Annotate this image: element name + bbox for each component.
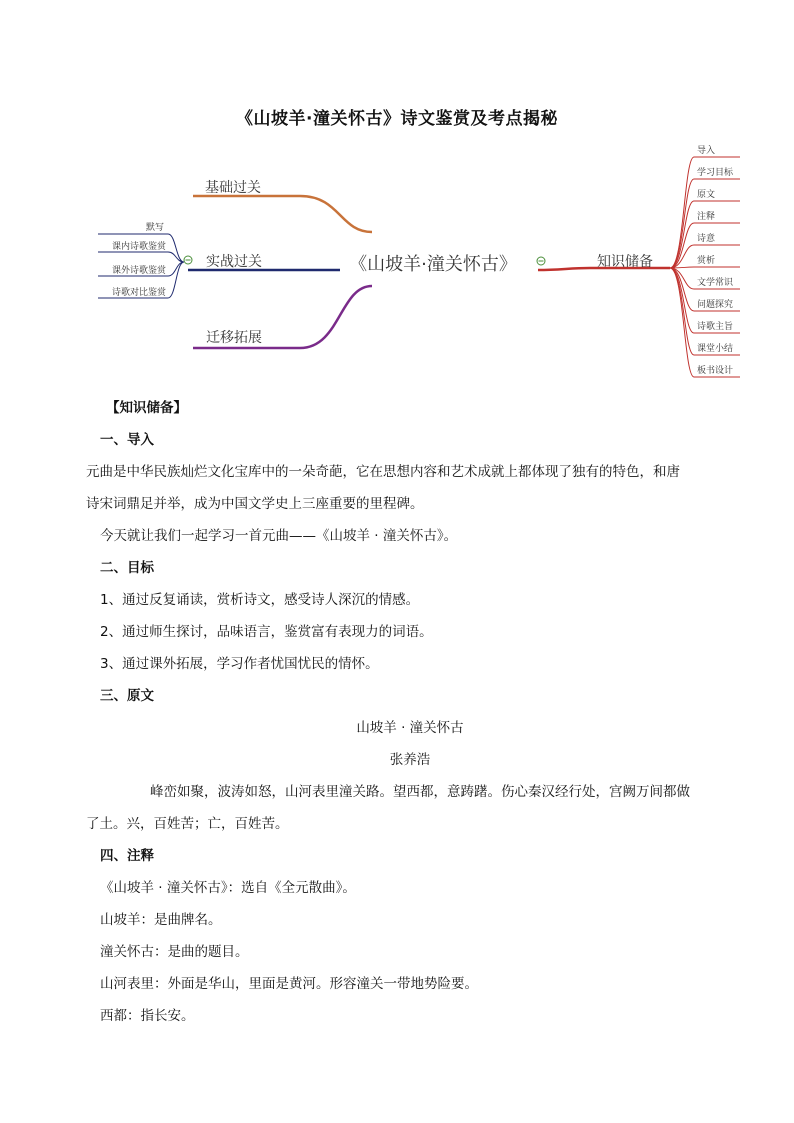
document-body xyxy=(86,392,720,1032)
right-sub-item: 文学常识 xyxy=(697,278,734,288)
branch-label-top: 基础过关 xyxy=(205,180,261,196)
note-item: 西都：指长安。 xyxy=(100,1008,195,1024)
right-sub-item: 注释 xyxy=(697,212,716,222)
paragraph: 元曲是中华民族灿烂文化宝库中的一朵奇葩，它在思想内容和艺术成就上都体现了独有的特色，和唐 xyxy=(86,464,680,480)
heading-intro: 一、导入 xyxy=(100,432,154,448)
poem-author: 张养浩 xyxy=(389,752,431,768)
goal-item: 2、通过师生探讨，品味语言，鉴赏富有表现力的词语。 xyxy=(100,624,433,640)
right-sub-item: 导入 xyxy=(697,146,716,156)
right-sub-item: 学习目标 xyxy=(697,168,734,178)
goal-item: 3、通过课外拓展，学习作者忧国忧民的情怀。 xyxy=(100,656,379,672)
left-sub-item: 默写 xyxy=(145,223,164,233)
heading-original: 三、原文 xyxy=(100,688,154,704)
section-label: 【知识储备】 xyxy=(106,400,187,416)
right-sub-item: 问题探究 xyxy=(697,300,734,310)
note-item: 《山坡羊 · 潼关怀古》：选自《全元散曲》。 xyxy=(100,880,356,896)
right-sub-item: 赏析 xyxy=(697,256,716,266)
poem-line: 了土。兴，百姓苦；亡，百姓苦。 xyxy=(86,816,289,832)
right-sub-item: 诗意 xyxy=(697,234,716,244)
heading-notes: 四、注释 xyxy=(100,848,154,864)
left-sub-item: 课外诗歌鉴赏 xyxy=(111,266,166,276)
goal-item: 1、通过反复诵读，赏析诗文，感受诗人深沉的情感。 xyxy=(100,592,420,608)
note-item: 山坡羊：是曲牌名。 xyxy=(100,912,222,928)
note-item: 潼关怀古：是曲的题目。 xyxy=(100,944,249,960)
right-sub-item: 课堂小结 xyxy=(697,344,734,354)
right-sub-item: 板书设计 xyxy=(697,366,734,376)
note-item: 山河表里：外面是华山，里面是黄河。形容潼关一带地势险要。 xyxy=(100,976,478,992)
branch-label-bot: 迁移拓展 xyxy=(206,330,262,346)
right-sub-item: 诗歌主旨 xyxy=(697,322,734,332)
right-sub-item: 原文 xyxy=(697,190,716,200)
mind-map xyxy=(0,138,794,390)
right-branch-label: 知识储备 xyxy=(597,254,653,270)
left-sub-item: 课内诗歌鉴赏 xyxy=(111,242,166,252)
branch-line-top xyxy=(193,196,372,232)
left-sub-item: 诗歌对比鉴赏 xyxy=(111,288,166,298)
paragraph: 今天就让我们一起学习一首元曲——《山坡羊 · 潼关怀古》。 xyxy=(100,528,458,544)
paragraph: 诗宋词鼎足并举，成为中国文学史上三座重要的里程碑。 xyxy=(86,496,424,512)
heading-goals: 二、目标 xyxy=(100,560,154,576)
branch-label-mid: 实战过关 xyxy=(206,254,262,270)
poem-line: 峰峦如聚，波涛如怒，山河表里潼关路。望西都，意踌躇。伤心秦汉经行处，宫阙万间都做 xyxy=(150,784,690,800)
center-topic: 《山坡羊·潼关怀古》 xyxy=(349,254,517,275)
poem-title: 山坡羊 · 潼关怀古 xyxy=(356,720,464,736)
page-title: 《山坡羊·潼关怀古》诗文鉴赏及考点揭秘 xyxy=(236,109,558,129)
